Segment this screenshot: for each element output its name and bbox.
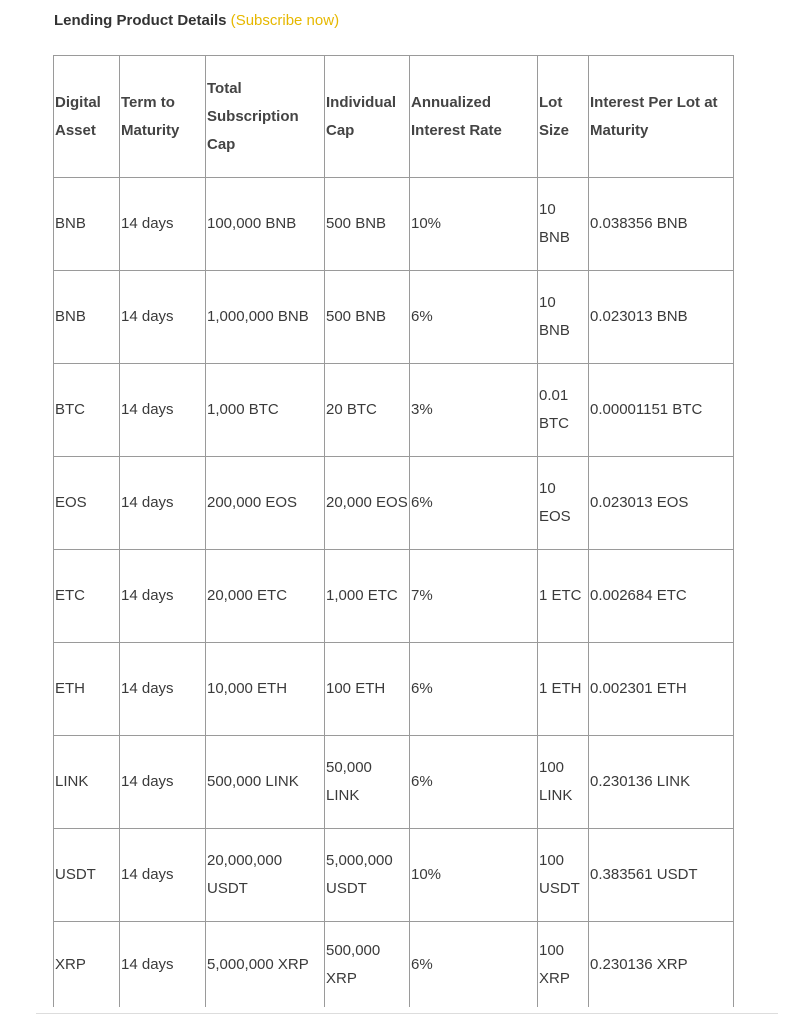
- table-row: [54, 364, 734, 457]
- cell-interest-rate: 6%: [410, 457, 538, 550]
- cell-lot-size: 10 BNB: [538, 178, 589, 271]
- cell-individual-cap: 100 ETH: [325, 643, 410, 736]
- cell-lot-size: 1 ETC: [538, 550, 589, 643]
- cell-lot-size: 10 EOS: [538, 457, 589, 550]
- open-paren: (: [226, 12, 236, 29]
- cell-lot-size: 100 USDT: [538, 829, 589, 922]
- footer-divider: [36, 1013, 778, 1014]
- header-individual-cap: Individual Cap: [325, 56, 410, 178]
- cell-total-cap: 20,000 ETC: [206, 550, 325, 643]
- cell-interest-per-lot: 0.023013 BNB: [589, 271, 734, 364]
- table-row: [54, 643, 734, 736]
- table-row: [54, 271, 734, 364]
- cell-lot-size: 10 BNB: [538, 271, 589, 364]
- cell-total-cap: 500,000 LINK: [206, 736, 325, 829]
- cell-total-cap: 100,000 BNB: [206, 178, 325, 271]
- cell-digital-asset: LINK: [54, 736, 120, 829]
- cell-interest-rate: 3%: [410, 364, 538, 457]
- header-interest-per-lot: Interest Per Lot at Maturity: [589, 56, 734, 178]
- link-wrapper: [227, 12, 340, 29]
- header-annualized-interest-rate: Annualized Interest Rate: [410, 56, 538, 178]
- cell-term: 14 days: [120, 829, 206, 922]
- cell-term: 14 days: [120, 550, 206, 643]
- lending-products-table: [53, 55, 734, 1007]
- cell-interest-per-lot: 0.00001151 BTC: [589, 364, 734, 457]
- cell-interest-per-lot: 0.230136 LINK: [589, 736, 734, 829]
- cell-interest-rate: 6%: [410, 736, 538, 829]
- header-digital-asset: Digital Asset: [54, 56, 120, 178]
- cell-individual-cap: 500,000 XRP: [325, 922, 410, 1008]
- cell-lot-size: 0.01 BTC: [538, 364, 589, 457]
- cell-digital-asset: ETC: [54, 550, 120, 643]
- cell-total-cap: 1,000 BTC: [206, 364, 325, 457]
- table-row: [54, 457, 734, 550]
- cell-interest-per-lot: 0.002684 ETC: [589, 550, 734, 643]
- cell-individual-cap: 20 BTC: [325, 364, 410, 457]
- cell-interest-rate: 6%: [410, 271, 538, 364]
- header-row: [54, 56, 734, 178]
- cell-interest-per-lot: 0.383561 USDT: [589, 829, 734, 922]
- section-heading: [54, 12, 339, 29]
- subscribe-now-link[interactable]: Subscribe now: [235, 12, 335, 29]
- cell-interest-rate: 10%: [410, 178, 538, 271]
- cell-individual-cap: 50,000 LINK: [325, 736, 410, 829]
- cell-interest-rate: 7%: [410, 550, 538, 643]
- table-row: [54, 550, 734, 643]
- cell-term: 14 days: [120, 922, 206, 1008]
- cell-interest-per-lot: 0.038356 BNB: [589, 178, 734, 271]
- cell-digital-asset: USDT: [54, 829, 120, 922]
- header-total-subscription-cap: Total Subscription Cap: [206, 56, 325, 178]
- section-title: Lending Product Details: [54, 12, 227, 29]
- cell-total-cap: 1,000,000 BNB: [206, 271, 325, 364]
- cell-term: 14 days: [120, 271, 206, 364]
- header-term-to-maturity: Term to Maturity: [120, 56, 206, 178]
- cell-interest-per-lot: 0.230136 XRP: [589, 922, 734, 1008]
- cell-individual-cap: 20,000 EOS: [325, 457, 410, 550]
- cell-term: 14 days: [120, 364, 206, 457]
- cell-term: 14 days: [120, 457, 206, 550]
- table-row: [54, 829, 734, 922]
- cell-total-cap: 200,000 EOS: [206, 457, 325, 550]
- cell-term: 14 days: [120, 736, 206, 829]
- cell-digital-asset: EOS: [54, 457, 120, 550]
- cell-term: 14 days: [120, 178, 206, 271]
- cell-individual-cap: 5,000,000 USDT: [325, 829, 410, 922]
- cell-individual-cap: 500 BNB: [325, 271, 410, 364]
- cell-interest-per-lot: 0.002301 ETH: [589, 643, 734, 736]
- table-row: [54, 922, 734, 1008]
- table-row: [54, 178, 734, 271]
- cell-lot-size: 100 XRP: [538, 922, 589, 1008]
- close-paren: ): [334, 12, 340, 29]
- cell-digital-asset: XRP: [54, 922, 120, 1008]
- cell-individual-cap: 1,000 ETC: [325, 550, 410, 643]
- cell-total-cap: 20,000,000 USDT: [206, 829, 325, 922]
- cell-digital-asset: BNB: [54, 178, 120, 271]
- header-lot-size: Lot Size: [538, 56, 589, 178]
- cell-total-cap: 10,000 ETH: [206, 643, 325, 736]
- cell-lot-size: 100 LINK: [538, 736, 589, 829]
- table-row: [54, 736, 734, 829]
- cell-individual-cap: 500 BNB: [325, 178, 410, 271]
- cell-total-cap: 5,000,000 XRP: [206, 922, 325, 1008]
- cell-term: 14 days: [120, 643, 206, 736]
- cell-digital-asset: BNB: [54, 271, 120, 364]
- cell-digital-asset: ETH: [54, 643, 120, 736]
- cell-lot-size: 1 ETH: [538, 643, 589, 736]
- cell-digital-asset: BTC: [54, 364, 120, 457]
- cell-interest-rate: 6%: [410, 643, 538, 736]
- cell-interest-per-lot: 0.023013 EOS: [589, 457, 734, 550]
- cell-interest-rate: 6%: [410, 922, 538, 1008]
- cell-interest-rate: 10%: [410, 829, 538, 922]
